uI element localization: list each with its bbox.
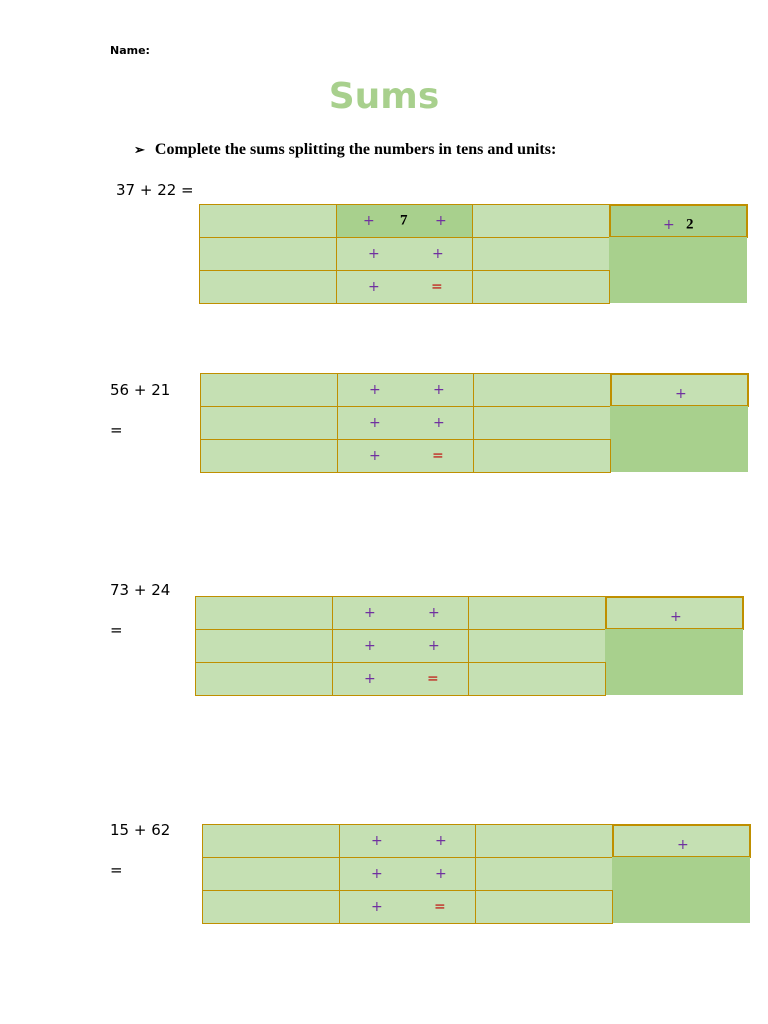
problem-3-label [110,570,170,650]
problem-1-expression: 37 + 22 = [116,181,194,199]
hint-units-value: 2 [686,216,694,233]
page-title: Sums [328,76,440,117]
units-cell[interactable] [332,662,469,696]
plus-sign: + [371,899,383,915]
plus-sign: + [432,246,444,262]
units-cell[interactable] [332,596,469,630]
equals-sign: = [431,279,443,295]
problem-2-equals: = [110,421,123,439]
answer-cell[interactable] [475,857,613,891]
plus-sign: + [435,833,447,849]
plus-sign: + [677,836,689,853]
problem-1-grid [199,204,747,303]
answer-cell[interactable] [472,237,610,271]
problem-4-label [110,810,170,890]
equals-sign: = [427,671,439,687]
tens-cell[interactable] [200,373,338,407]
arrow-bullet-icon: ➢ [134,142,145,157]
problem-1-label [116,170,194,210]
plus-sign: + [670,608,682,625]
equals-sign: = [432,448,444,464]
plus-sign: + [663,216,675,233]
instruction-text: Complete the sums splitting the numbers in tens and units: [154,141,557,158]
answer-cell[interactable] [475,824,613,858]
result-cell[interactable] [612,824,751,858]
result-area [612,857,750,923]
units-cell[interactable] [337,406,474,440]
answer-cell[interactable] [473,439,611,473]
hint-units-value: 7 [400,212,408,229]
problem-4-expression: 15 + 62 [110,821,171,839]
answer-cell[interactable] [472,270,610,304]
units-cell[interactable] [336,270,473,304]
units-cell[interactable] [337,439,474,473]
units-cell[interactable] [336,237,473,271]
problem-3-expression: 73 + 24 [110,581,171,599]
units-cell[interactable] [339,857,476,891]
tens-cell[interactable] [199,270,337,304]
problem-2-label [110,370,170,450]
plus-sign: + [363,213,375,229]
tens-cell[interactable] [200,406,338,440]
tens-cell[interactable] [202,857,340,891]
problem-2-expression: 56 + 21 [110,381,171,399]
units-cell[interactable] [337,373,474,407]
answer-cell[interactable] [468,596,606,630]
problem-3-equals: = [110,621,123,639]
plus-sign: + [435,866,447,882]
answer-cell[interactable] [468,629,606,663]
problem-2-grid [200,373,748,472]
answer-cell[interactable] [473,373,611,407]
units-cell[interactable] [336,204,473,238]
problem-4-grid [202,824,750,923]
plus-sign: + [368,246,380,262]
tens-cell[interactable] [200,439,338,473]
tens-cell[interactable] [195,662,333,696]
units-cell[interactable] [339,890,476,924]
plus-sign: + [364,638,376,654]
answer-cell[interactable] [475,890,613,924]
result-cell[interactable] [609,204,748,238]
name-label: Name: [110,44,150,57]
tens-cell[interactable] [199,237,337,271]
result-cell[interactable] [605,596,744,630]
tens-cell[interactable] [199,204,337,238]
plus-sign: + [368,279,380,295]
plus-sign: + [428,638,440,654]
result-area [609,237,747,303]
plus-sign: + [675,385,687,402]
plus-sign: + [369,448,381,464]
plus-sign: + [364,671,376,687]
answer-cell[interactable] [468,662,606,696]
plus-sign: + [369,382,381,398]
instruction [134,141,556,159]
plus-sign: + [369,415,381,431]
result-area [605,629,743,695]
plus-sign: + [371,833,383,849]
plus-sign: + [364,605,376,621]
tens-cell[interactable] [195,629,333,663]
plus-sign: + [428,605,440,621]
problem-3-grid [195,596,743,695]
units-cell[interactable] [339,824,476,858]
problem-4-equals: = [110,861,123,879]
plus-sign: + [433,415,445,431]
units-cell[interactable] [332,629,469,663]
answer-cell[interactable] [473,406,611,440]
equals-sign: = [434,899,446,915]
tens-cell[interactable] [195,596,333,630]
tens-cell[interactable] [202,824,340,858]
plus-sign: + [435,213,447,229]
tens-cell[interactable] [202,890,340,924]
plus-sign: + [371,866,383,882]
plus-sign: + [433,382,445,398]
result-cell[interactable] [610,373,749,407]
result-area [610,406,748,472]
answer-cell[interactable] [472,204,610,238]
